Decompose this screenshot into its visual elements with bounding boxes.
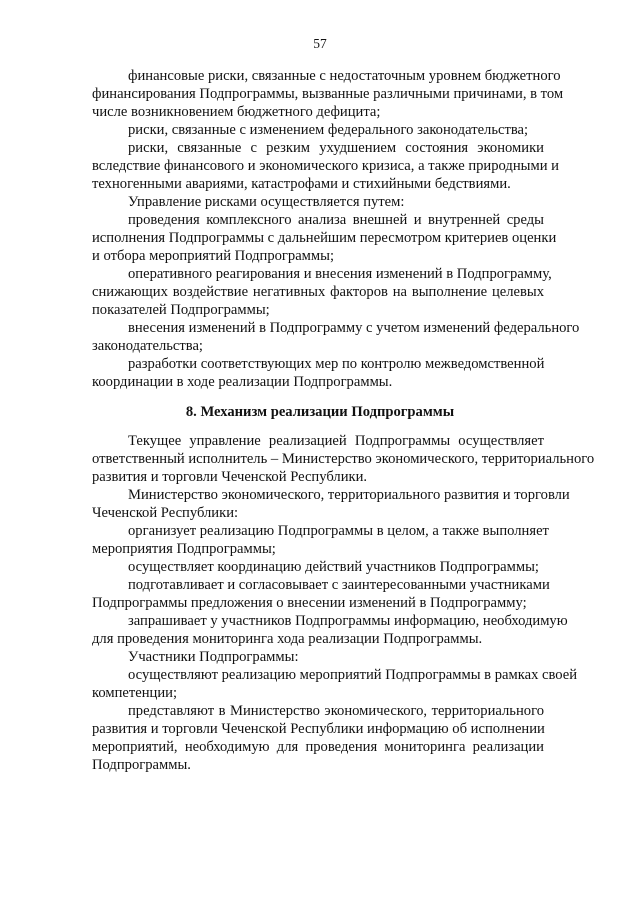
text-line: Управление рисками осуществляется путем:	[128, 194, 405, 210]
text-line: представляют в Министерство экономического, территориального	[128, 703, 544, 719]
text-line: исполнения Подпрограммы с дальнейшим пересмотром критериев оценки	[92, 230, 557, 246]
text-line: снижающих воздействие негативных факторов на выполнение целевых	[92, 284, 544, 300]
text-line: оперативного реагирования и внесения изменений в Подпрограмму,	[128, 266, 552, 282]
text-line: техногенными авариями, катастрофами и стихийными бедствиями.	[92, 176, 511, 192]
text-line: координации в ходе реализации Подпрограммы.	[92, 374, 393, 390]
text-line: законодательства;	[92, 338, 203, 354]
text-line: Подпрограммы предложения о внесении изменений в Подпрограмму;	[92, 595, 527, 611]
text-line: Подпрограммы.	[92, 757, 191, 773]
text-line: риски, связанные с резким ухудшением состояния экономики	[128, 140, 544, 156]
text-line: развития и торговли Чеченской Республики.	[92, 469, 368, 485]
text-line: вследствие финансового и экономического кризиса, а также природными и	[92, 158, 559, 174]
text-line: Участники Подпрограммы:	[128, 649, 299, 665]
text-line: Текущее управление реализацией Подпрограммы осуществляет	[128, 433, 544, 449]
text-line: финансовые риски, связанные с недостаточным уровнем бюджетного	[128, 68, 561, 84]
text-line: мероприятия Подпрограммы;	[92, 541, 276, 557]
text-line: финансирования Подпрограммы, вызванные различными причинами, в том	[92, 86, 564, 102]
text-line: и отбора мероприятий Подпрограммы;	[92, 248, 335, 264]
text-line: внесения изменений в Подпрограмму с учетом изменений федерального	[128, 320, 580, 336]
text-line: показателей Подпрограммы;	[92, 302, 270, 318]
text-line: осуществляют реализацию мероприятий Подпрограммы в рамках своей	[128, 667, 578, 683]
text-line: проведения комплексного анализа внешней и внутренней среды	[128, 212, 544, 228]
text-line: компетенции;	[92, 685, 178, 701]
text-line: Министерство экономического, территориального развития и торговли	[128, 487, 570, 503]
text-line: мероприятий, необходимую для проведения мониторинга реализации	[92, 739, 544, 755]
text-line: организует реализацию Подпрограммы в целом, а также выполняет	[128, 523, 549, 539]
text-line: подготавливает и согласовывает с заинтересованными участниками	[128, 577, 550, 593]
text-line: ответственный исполнитель – Министерство экономического, территориального	[92, 451, 595, 467]
text-line: риски, связанные с изменением федерального законодательства;	[128, 122, 529, 138]
section-heading: 8. Механизм реализации Подпрограммы	[185, 404, 455, 420]
page-number: 57	[313, 36, 327, 51]
text-line: развития и торговли Чеченской Республики информацию об исполнении	[92, 721, 545, 737]
text-line: разработки соответствующих мер по контролю межведомственной	[128, 356, 545, 372]
text-line: для проведения мониторинга хода реализации Подпрограммы.	[92, 631, 483, 647]
text-line: осуществляет координацию действий участников Подпрограммы;	[128, 559, 539, 575]
text-line: числе возникновением бюджетного дефицита;	[92, 104, 381, 120]
text-line: запрашивает у участников Подпрограммы информацию, необходимую	[128, 613, 568, 629]
text-line: Чеченской Республики:	[92, 505, 239, 521]
